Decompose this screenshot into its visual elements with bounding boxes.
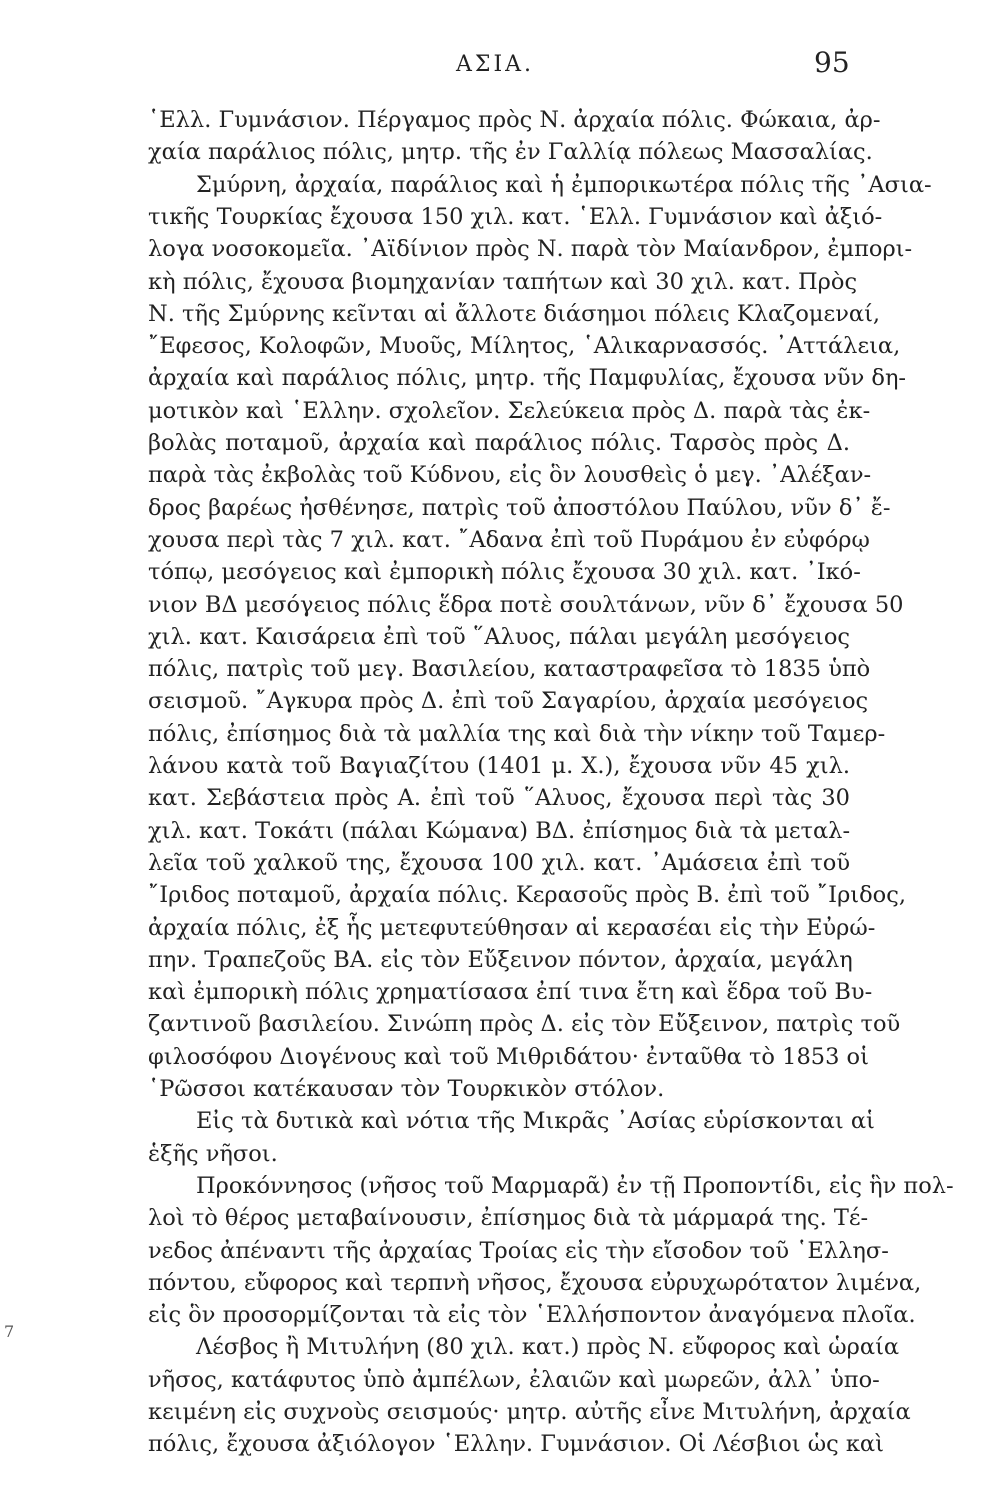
- text-line: νῆσος, κατάφυτος ὑπὸ ἀμπέλων, ἐλαιῶν καὶ μωρεῶν, ἀλλ᾿ ὑπο-: [148, 1366, 880, 1393]
- text-line: ῾Ελλ. Γυμνάσιον. Πέργαμος πρὸς Ν. ἀρχαία πόλις. Φώκαια, ἀρ-: [148, 107, 881, 133]
- text-line: κὴ πόλις, ἔχουσα βιομηχανίαν ταπήτων καὶ 30 χιλ. κατ. Πρὸς: [148, 268, 858, 295]
- text-line: φιλοσόφου Διογένους καὶ τοῦ Μιθριδάτου· ἐνταῦθα τὸ 1853 οἱ: [148, 1043, 869, 1070]
- text-line: λογα νοσοκομεῖα. ᾿Αϊδίνιον πρὸς Ν. παρὰ τὸν Μαίανδρον, ἐμπορι-: [148, 236, 913, 263]
- text-line: καὶ ἐμπορικὴ πόλις χρηματίσασα ἐπί τινα ἔτη καὶ ἕδρα τοῦ Βυ-: [148, 979, 873, 1006]
- text-line: σεισμοῦ. ῎Αγκυρα πρὸς Δ. ἐπὶ τοῦ Σαγαρίου, ἀρχαία μεσόγειος: [148, 688, 869, 715]
- text-line: χιλ. κατ. Τοκάτι (πάλαι Κώμανα) ΒΔ. ἐπίσημος διὰ τὰ μεταλ-: [148, 817, 851, 844]
- text-line: Σμύρνη, ἀρχαία, παράλιος καὶ ἡ ἐμπορικωτέρα πόλις τῆς ᾿Ασια-: [196, 171, 932, 198]
- text-line: ῎Εφεσος, Κολοφῶν, Μυοῦς, Μίλητος, ῾Αλικαρνασσός. ᾿Αττάλεια,: [148, 333, 901, 360]
- text-line: ῾Ρῶσσοι κατέκαυσαν τὸν Τουρκικὸν στόλον.: [148, 1076, 665, 1102]
- margin-mark: 7: [4, 1322, 15, 1341]
- text-line: νεδος ἀπέναντι τῆς ἀρχαίας Τροίας εἰς τὴν εἴσοδον τοῦ ῾Ελλησ-: [148, 1237, 889, 1264]
- text-line: ζαντινοῦ βασιλείου. Σινώπη πρὸς Δ. εἰς τὸν Εὔξεινον, πατρὶς τοῦ: [148, 1011, 901, 1038]
- text-line: πόλις, ἔχουσα ἀξιόλογον ῾Ελλην. Γυμνάσιον. Οἱ Λέσβιοι ὡς καὶ: [148, 1431, 884, 1458]
- text-line: χουσα περὶ τὰς 7 χιλ. κατ. ῎Αδανα ἐπὶ τοῦ Πυράμου ἐν εὐφόρῳ: [148, 526, 870, 553]
- text-line: ῎Ιριδος ποταμοῦ, ἀρχαία πόλις. Κερασοῦς πρὸς Β. ἐπὶ τοῦ ῎Ιριδος,: [148, 882, 906, 909]
- text-line: κειμένη εἰς συχνοὺς σεισμούς· μητρ. αὐτῆς εἶνε Μιτυλήνη, ἀρχαία: [148, 1399, 911, 1425]
- text-line: χαία παράλιος πόλις, μητρ. τῆς ἐν Γαλλίᾳ πόλεως Μασσαλίας.: [148, 139, 873, 166]
- text-line: ἑξῆς νῆσοι.: [148, 1140, 278, 1167]
- text-line: χιλ. κατ. Καισάρεια ἐπὶ τοῦ ῞Αλυος, πάλαι μεγάλη μεσόγειος: [148, 623, 850, 650]
- text-line: πην. Τραπεζοῦς ΒΑ. εἰς τὸν Εὔξεινον πόντον, ἀρχαία, μεγάλη: [148, 946, 853, 973]
- text-line: τόπῳ, μεσόγειος καὶ ἐμπορικὴ πόλις ἔχουσα 30 χιλ. κατ. ᾿Ικό-: [148, 559, 861, 586]
- page-number: 95: [814, 46, 850, 79]
- text-line: λάνου κατὰ τοῦ Βαγιαζίτου (1401 μ. Χ.), ἔχουσα νῦν 45 χιλ.: [148, 753, 850, 779]
- text-line: εἰς ὃν προσορμίζονται τὰ εἰς τὸν ῾Ελλήσποντον ἀναγόμενα πλοῖα.: [148, 1302, 916, 1329]
- text-line: δρος βαρέως ἠσθένησε, πατρὶς τοῦ ἀποστόλου Παύλου, νῦν δ᾿ ἔ-: [148, 494, 891, 521]
- text-line: ἀρχαία καὶ παράλιος πόλις, μητρ. τῆς Παμφυλίας, ἔχουσα νῦν δη-: [148, 365, 907, 392]
- text-line: ἀρχαία πόλις, ἐξ ἧς μετεφυτεύθησαν αἱ κερασέαι εἰς τὴν Εὐρώ-: [148, 914, 876, 941]
- text-line: βολὰς ποταμοῦ, ἀρχαία καὶ παράλιος πόλις. Ταρσὸς πρὸς Δ.: [148, 430, 850, 456]
- text-line: πόλις, ἐπίσημος διὰ τὰ μαλλία της καὶ διὰ τὴν νίκην τοῦ Ταμερ-: [148, 720, 886, 747]
- text-line: παρὰ τὰς ἐκβολὰς τοῦ Κύδνου, εἰς ὃν λουσθεὶς ὁ μεγ. ᾿Αλέξαν-: [148, 462, 872, 489]
- text-line: πόντου, εὔφορος καὶ τερπνὴ νῆσος, ἔχουσα εὐρυχωρότατον λιμένα,: [148, 1269, 922, 1296]
- running-header: ΑΣΙΑ.: [456, 52, 535, 77]
- text-line: μοτικὸν καὶ ῾Ελλην. σχολεῖον. Σελεύκεια πρὸς Δ. παρὰ τὰς ἐκ-: [148, 397, 871, 424]
- text-line: νιον ΒΔ μεσόγειος πόλις ἕδρα ποτὲ σουλτάνων, νῦν δ᾿ ἔχουσα 50: [148, 591, 904, 618]
- text-line: Ν. τῆς Σμύρνης κεῖνται αἱ ἄλλοτε διάσημοι πόλεις Κλαζομεναί,: [148, 300, 881, 327]
- text-line: πόλις, πατρὶς τοῦ μεγ. Βασιλείου, καταστραφεῖσα τὸ 1835 ὑπὸ: [148, 656, 871, 683]
- text-line: λοὶ τὸ θέρος μεταβαίνουσιν, ἐπίσημος διὰ τὰ μάρμαρά της. Τέ-: [148, 1205, 869, 1232]
- text-line: λεῖα τοῦ χαλκοῦ της, ἔχουσα 100 χιλ. κατ. ᾿Αμάσεια ἐπὶ τοῦ: [148, 849, 850, 876]
- text-line: Εἰς τὰ δυτικὰ καὶ νότια τῆς Μικρᾶς ᾿Ασίας εὑρίσκονται αἱ: [196, 1108, 875, 1135]
- text-line: τικῆς Τουρκίας ἔχουσα 150 χιλ. κατ. ῾Ελλ. Γυμνάσιον καὶ ἀξιό-: [148, 203, 883, 230]
- text-line: κατ. Σεβάστεια πρὸς Α. ἐπὶ τοῦ ῞Αλυος, ἔχουσα περὶ τὰς 30: [148, 785, 850, 812]
- text-line: Λέσβος ἢ Μιτυλήνη (80 χιλ. κατ.) πρὸς Ν. εὔφορος καὶ ὡραία: [196, 1334, 900, 1361]
- text-line: Προκόννησος (νῆσος τοῦ Μαρμαρᾶ) ἐν τῇ Προποντίδι, εἰς ἣν πολ-: [196, 1172, 954, 1199]
